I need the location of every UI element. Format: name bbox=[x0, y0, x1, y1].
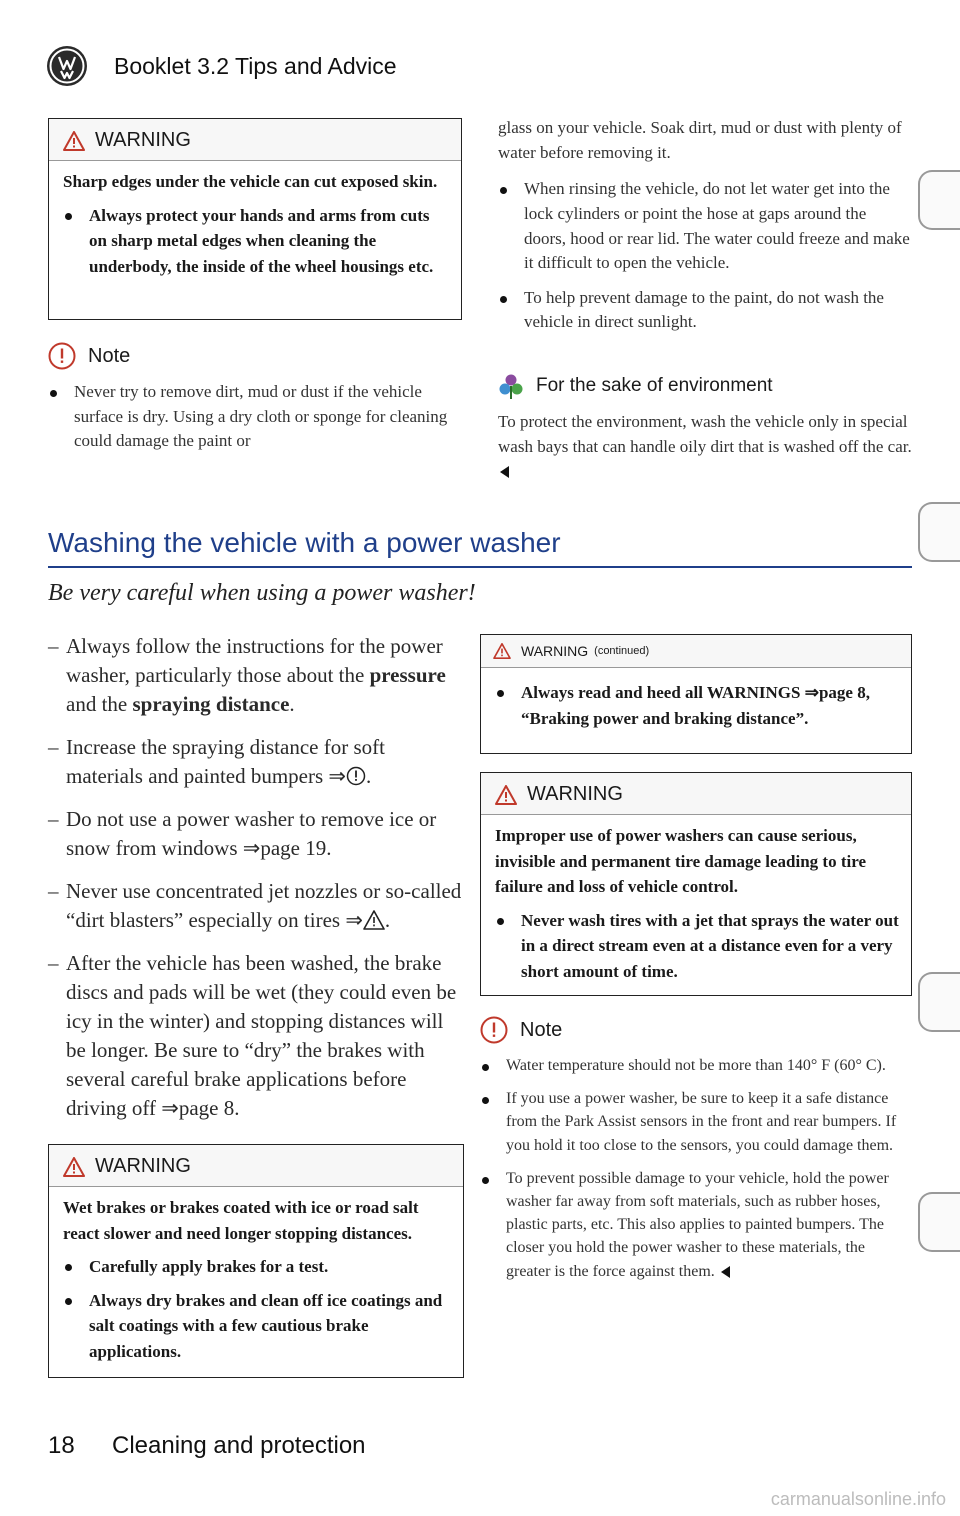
section-rule bbox=[48, 566, 912, 568]
environment-leaf-icon bbox=[498, 372, 524, 400]
end-marker-icon bbox=[719, 1265, 731, 1279]
step-spraying-distance: – Increase the spraying distance for soft materials and painted bumpers ⇒ . bbox=[48, 733, 464, 791]
note-info-icon bbox=[48, 342, 76, 370]
note-bullet: Water temperature should not be more than 140° F (60° C). bbox=[480, 1054, 912, 1077]
warning-bullet: Always read and heed all WARNINGS ⇒page 8, “Braking power and braking distance”. bbox=[495, 680, 899, 731]
sunlight-bullet: To help prevent damage to the paint, do not wash the vehicle in direct sunlight. bbox=[498, 286, 912, 335]
step-dry-brakes: – After the vehicle has been washed, the brake discs and pads will be wet (they could even be icy in the winter) and stopping distances will be longer. Be sure to “dry” the brakes with several careful brake applications before driving off ⇒page 8. bbox=[48, 949, 464, 1123]
environment-header bbox=[498, 372, 912, 400]
warning-box-continued bbox=[480, 634, 912, 754]
warning-triangle-icon bbox=[63, 1157, 85, 1177]
watermark: carmanualsonline.info bbox=[770, 1489, 946, 1509]
vw-logo-icon bbox=[46, 45, 88, 87]
page-number: 18 bbox=[48, 1432, 75, 1459]
warning-bullet: Carefully apply brakes for a test. bbox=[63, 1254, 451, 1280]
warning-body bbox=[481, 815, 911, 1002]
warning-box-sharp-edges bbox=[48, 118, 462, 320]
note-body bbox=[48, 380, 462, 454]
environment-box bbox=[498, 372, 912, 484]
step-follow-instructions: – Always follow the instructions for the power washer, particularly those about the pressure and the spraying distance. bbox=[48, 632, 464, 719]
environment-text: To protect the environment, wash the vehicle only in special wash bays that can handle oily dirt that is washed off the car. bbox=[498, 412, 912, 456]
warning-triangle-icon bbox=[493, 643, 511, 659]
side-tab bbox=[918, 972, 960, 1032]
section-subtitle: Be very careful when using a power washer! bbox=[48, 580, 476, 606]
environment-body bbox=[498, 410, 912, 484]
booklet-title: Booklet 3.2 Tips and Advice bbox=[114, 52, 397, 79]
note-box-dry-surface bbox=[48, 342, 462, 464]
note-header bbox=[480, 1016, 912, 1044]
warning-header bbox=[49, 1145, 463, 1187]
continued-text: glass on your vehicle. Soak dirt, mud or dust with plenty of water before removing it. bbox=[498, 118, 902, 162]
note-ref-icon[interactable] bbox=[346, 766, 366, 786]
warning-box-tire-damage bbox=[480, 772, 912, 996]
end-marker-icon bbox=[498, 465, 510, 479]
warning-title: WARNING bbox=[95, 129, 191, 151]
right-column-top bbox=[498, 116, 912, 345]
warning-intro: Improper use of power washers can cause serious, invisible and permanent tire damage leading to tire failure and loss of vehicle control. bbox=[495, 826, 867, 896]
environment-title: For the sake of environment bbox=[536, 375, 773, 396]
rinsing-bullet: When rinsing the vehicle, do not let water get into the lock cylinders or point the hose at gaps around the doors, hood or rear lid. The water could freeze and make it difficult to open the vehicle. bbox=[498, 177, 912, 276]
warning-intro: Wet brakes or brakes coated with ice or road salt react slower and need longer stopping distances. bbox=[63, 1198, 419, 1243]
warning-bullet: Never wash tires with a jet that sprays the water out in a direct stream even at a distance even for a very short amount of time. bbox=[495, 908, 899, 985]
warning-title: WARNING bbox=[95, 1155, 191, 1177]
warning-ref-icon[interactable] bbox=[363, 910, 385, 930]
note-box-power-washer bbox=[480, 1016, 912, 1293]
note-title: Note bbox=[520, 1018, 563, 1041]
warning-triangle-icon bbox=[63, 131, 85, 151]
warning-title: WARNING bbox=[527, 783, 623, 805]
warning-triangle-icon bbox=[495, 785, 517, 805]
note-info-icon bbox=[480, 1016, 508, 1044]
note-bullet: Never try to remove dirt, mud or dust if the vehicle surface is dry. Using a dry cloth or sponge for cleaning could damage the paint or bbox=[48, 380, 462, 454]
warning-bullet: Always protect your hands and arms from cuts on sharp metal edges when cleaning the underbody, the inside of the wheel housings etc. bbox=[63, 203, 449, 280]
warning-header bbox=[481, 635, 911, 668]
warning-title: WARNING bbox=[521, 643, 589, 659]
note-bullet: If you use a power washer, be sure to keep it a safe distance from the Park Assist sensors in the front and rear bumpers. If you hold it too close to the sensors, you could damage them. bbox=[480, 1087, 912, 1157]
warning-intro: Sharp edges under the vehicle can cut exposed skin. bbox=[63, 172, 438, 191]
warning-continued-label: (continued) bbox=[594, 645, 650, 657]
warning-header bbox=[481, 773, 911, 815]
step-ice-snow: – Do not use a power washer to remove ice or snow from windows ⇒page 19. bbox=[48, 805, 464, 863]
warning-body bbox=[49, 161, 461, 297]
note-body bbox=[480, 1054, 912, 1283]
side-tab bbox=[918, 502, 960, 562]
step-jet-nozzles: – Never use concentrated jet nozzles or so-called “dirt blasters” especially on tires ⇒ . bbox=[48, 877, 464, 935]
note-bullet: To prevent possible damage to your vehicle, hold the power washer far away from soft materials, such as rubber hoses, plastic parts, etc. This also applies to painted bumpers. The closer you hold the power washer to these materials, the greater is the force against them. bbox=[480, 1167, 912, 1283]
note-title: Note bbox=[88, 344, 131, 367]
warning-body bbox=[481, 668, 911, 749]
warning-body bbox=[49, 1187, 463, 1382]
chapter-title: Cleaning and protection bbox=[112, 1432, 366, 1459]
page-header bbox=[46, 44, 397, 88]
note-header bbox=[48, 342, 462, 370]
side-tab bbox=[918, 1192, 960, 1252]
section-title: Washing the vehicle with a power washer bbox=[48, 527, 561, 558]
warning-box-wet-brakes bbox=[48, 1144, 464, 1378]
side-tab bbox=[918, 170, 960, 230]
power-washer-steps bbox=[48, 632, 464, 1137]
warning-bullet: Always dry brakes and clean off ice coatings and salt coatings with a few cautious brake applications. bbox=[63, 1288, 451, 1365]
warning-header bbox=[49, 119, 461, 161]
